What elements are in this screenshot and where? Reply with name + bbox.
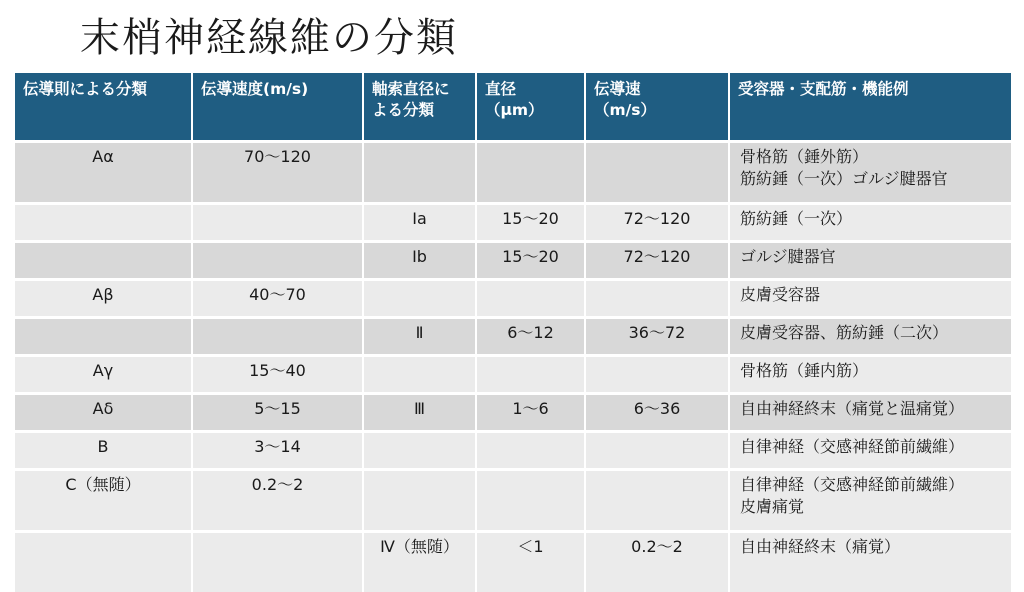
table-cell: B (15, 432, 192, 470)
table-cell (585, 280, 729, 318)
table-cell (363, 356, 476, 394)
function-cell (729, 204, 1011, 242)
table-cell (15, 204, 192, 242)
table-cell (192, 532, 363, 592)
function-line: 骨格筋（錘内筋） (740, 360, 1003, 382)
table-cell: Ⅲ (363, 394, 476, 432)
table-cell: 6〜12 (476, 318, 585, 356)
table-cell: 15〜20 (476, 242, 585, 280)
table-cell: 15〜40 (192, 356, 363, 394)
function-line: 皮膚受容器、筋紡錘（二次） (740, 322, 1003, 344)
header-cell: 直径 （μm） (476, 73, 585, 142)
table-cell: 70〜120 (192, 142, 363, 204)
function-cell (729, 394, 1011, 432)
table-cell: C（無随） (15, 470, 192, 532)
function-line: 筋紡錘（一次）ゴルジ腱器官 (740, 168, 1003, 190)
table-row (15, 394, 1011, 432)
table-cell (476, 142, 585, 204)
header-cell: 伝導則による分類 (15, 73, 192, 142)
function-cell (729, 142, 1011, 204)
table-cell: 0.2〜2 (585, 532, 729, 592)
table-row (15, 532, 1011, 592)
table-cell: Ⅰa (363, 204, 476, 242)
table-row (15, 432, 1011, 470)
table-cell (585, 356, 729, 394)
table-cell: Ⅱ (363, 318, 476, 356)
table-cell: 40〜70 (192, 280, 363, 318)
function-line: 皮膚痛覚 (740, 496, 1003, 518)
table-cell: 3〜14 (192, 432, 363, 470)
table-cell (476, 280, 585, 318)
function-line: 自由神経終末（痛覚と温痛覚） (740, 398, 1003, 420)
table-cell: Aγ (15, 356, 192, 394)
function-line: 自律神経（交感神経節前繊維） (740, 436, 1003, 458)
table-row (15, 204, 1011, 242)
function-cell (729, 356, 1011, 394)
table-row (15, 470, 1011, 532)
function-cell (729, 470, 1011, 532)
table-cell: Ⅰb (363, 242, 476, 280)
table-cell: 15〜20 (476, 204, 585, 242)
page-title: 末梢神経線維の分類 (80, 8, 458, 68)
table-cell: Ⅳ（無随） (363, 532, 476, 592)
table-cell: Aδ (15, 394, 192, 432)
header-cell: 受容器・支配筋・機能例 (729, 73, 1011, 142)
table-row (15, 142, 1011, 204)
table-cell (192, 242, 363, 280)
table-cell (15, 532, 192, 592)
table-cell (476, 356, 585, 394)
table-cell (363, 142, 476, 204)
header-cell: 軸索直径に よる分類 (363, 73, 476, 142)
table-cell (363, 470, 476, 532)
table-row (15, 318, 1011, 356)
table-cell (192, 204, 363, 242)
table-cell (363, 280, 476, 318)
table-cell (476, 470, 585, 532)
table-cell: Aα (15, 142, 192, 204)
table-row (15, 242, 1011, 280)
table-row (15, 280, 1011, 318)
function-cell (729, 532, 1011, 592)
function-cell (729, 242, 1011, 280)
function-line: 筋紡錘（一次） (740, 208, 1003, 230)
table-cell: 5〜15 (192, 394, 363, 432)
table-cell (192, 318, 363, 356)
table-cell (585, 142, 729, 204)
table-cell (476, 432, 585, 470)
table-cell: 72〜120 (585, 242, 729, 280)
table-row (15, 356, 1011, 394)
function-line: 皮膚受容器 (740, 284, 1003, 306)
table-cell (585, 432, 729, 470)
function-line: 自由神経終末（痛覚） (740, 536, 1003, 558)
header-cell: 伝導速度(m/s) (192, 73, 363, 142)
function-cell (729, 432, 1011, 470)
table-cell: ＜1 (476, 532, 585, 592)
table-cell: 6〜36 (585, 394, 729, 432)
table-cell (363, 432, 476, 470)
table-cell (15, 318, 192, 356)
table-header-row (15, 73, 1011, 142)
table-cell: Aβ (15, 280, 192, 318)
nerve-fiber-table (15, 73, 1011, 592)
header-cell: 伝導速 （m/s） (585, 73, 729, 142)
function-line: ゴルジ腱器官 (740, 246, 1003, 268)
table-cell: 72〜120 (585, 204, 729, 242)
function-line: 骨格筋（錘外筋） (740, 146, 1003, 168)
table-cell (585, 470, 729, 532)
function-cell (729, 318, 1011, 356)
function-cell (729, 280, 1011, 318)
table-cell: 36〜72 (585, 318, 729, 356)
function-line: 自律神経（交感神経節前繊維） (740, 474, 1003, 496)
table-cell (15, 242, 192, 280)
table-cell: 0.2〜2 (192, 470, 363, 532)
table-cell: 1〜6 (476, 394, 585, 432)
